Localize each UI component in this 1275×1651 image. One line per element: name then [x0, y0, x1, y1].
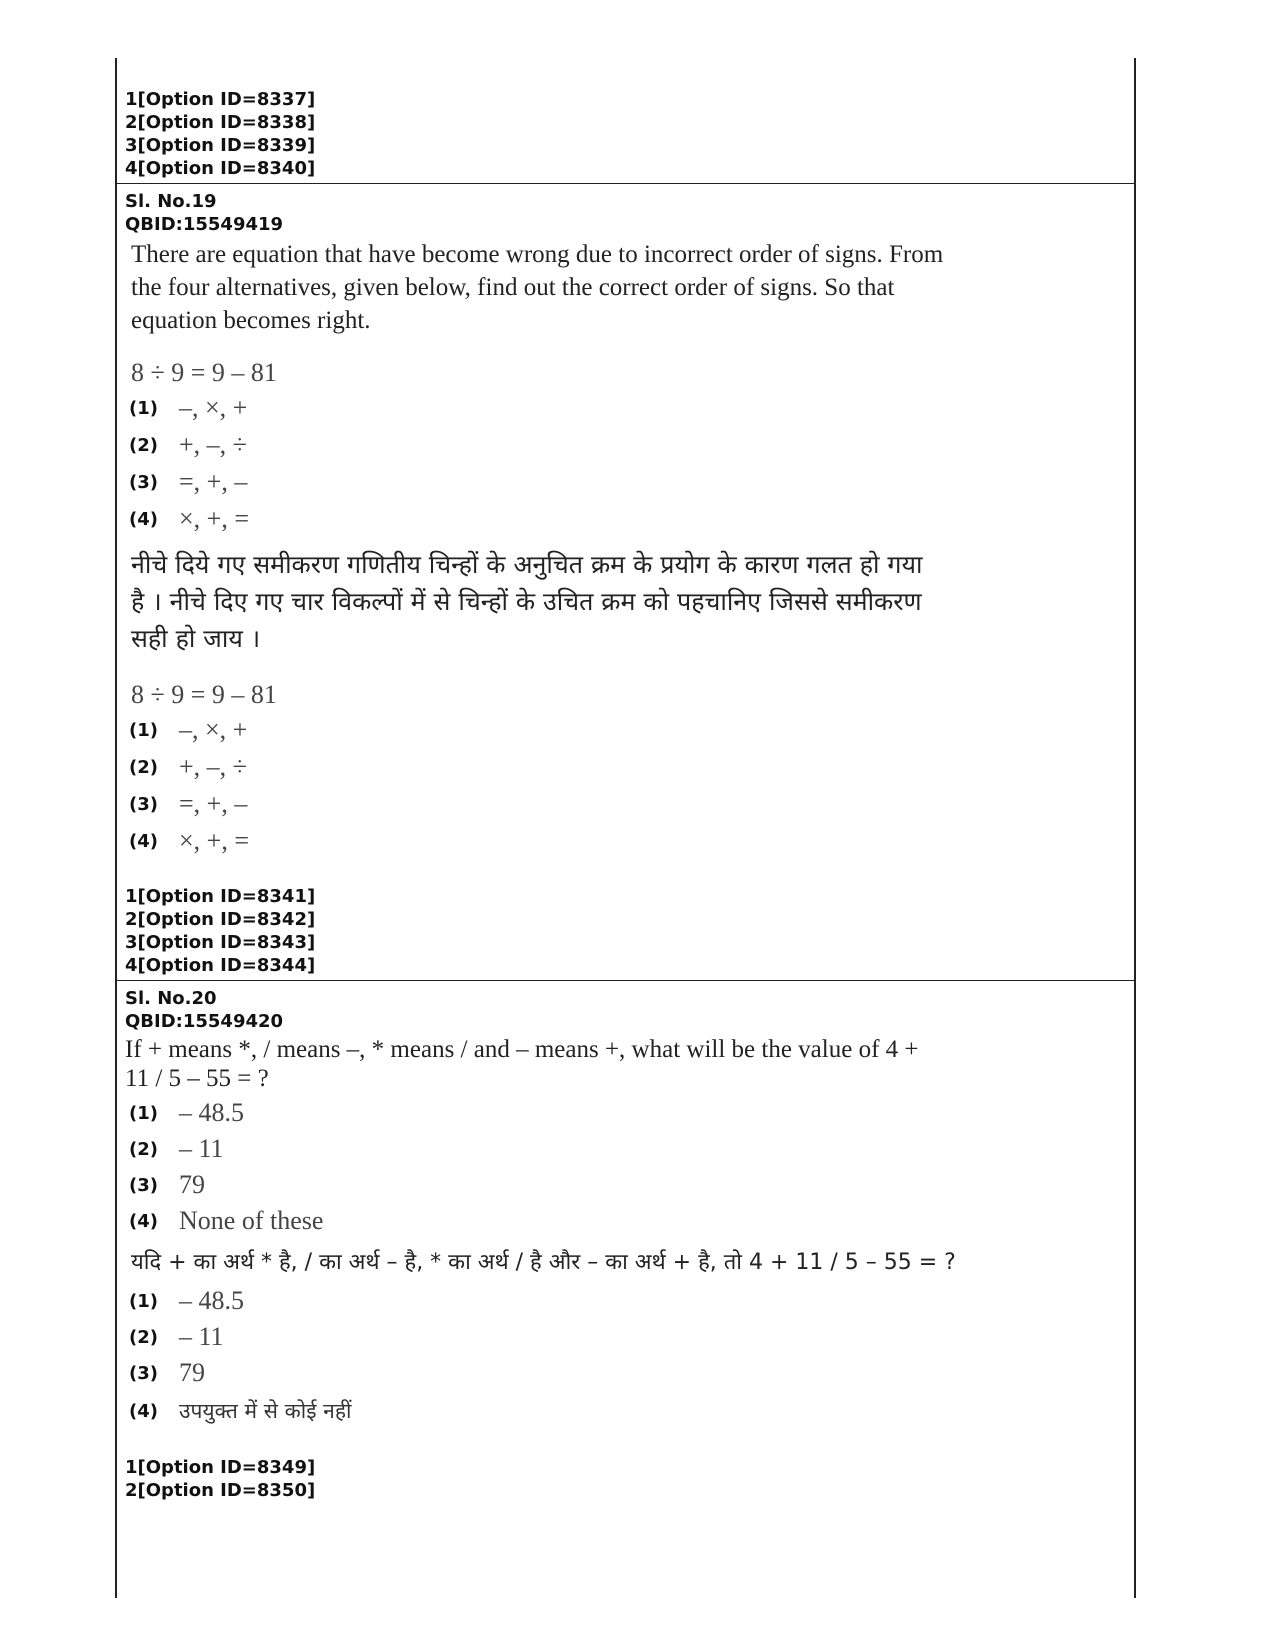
- prev-option-ids: [117, 88, 1134, 180]
- serial-number: Sl. No.19: [125, 191, 217, 212]
- question-20-text-hi: यदि + का अर्थ * है, / का अर्थ – है, * का अर्थ / है और – का अर्थ + है, तो 4 + 11 / 5 – 55 = ?: [131, 1250, 956, 1275]
- option-2: (2) +, –, ÷: [129, 430, 247, 459]
- option-1: (1) – 48.5: [129, 1098, 244, 1127]
- option-id: 2[Option ID=8350]: [125, 1480, 316, 1501]
- option-id: 4[Option ID=8344]: [125, 955, 316, 976]
- question-19-equation: 8 ÷ 9 = 9 – 81: [131, 358, 277, 387]
- question-20-header: [117, 987, 1134, 1033]
- divider: [117, 183, 1134, 184]
- option-id: 1[Option ID=8349]: [125, 1457, 316, 1478]
- option-4-hi: (4) ×, +, =: [129, 826, 249, 855]
- option-2-hi: (2) – 11: [129, 1322, 224, 1351]
- option-3: (3) 79: [129, 1170, 205, 1199]
- question-19-header: [117, 190, 1134, 236]
- option-3-hi: (3) 79: [129, 1358, 205, 1387]
- question-19-text-hi: नीचे दिये गए समीकरण गणितीय चिन्हों के अनुचित क्रम के प्रयोग के कारण गलत हो गया है । नीचे दिए गए चार विकल्पों में से चिन्हों के उचित क्रम को पहचानिए जिससे समीकरण सही हो जाय ।: [131, 550, 923, 653]
- option-1-hi: (1) –, ×, +: [129, 715, 248, 744]
- serial-number: Sl. No.20: [125, 988, 217, 1009]
- question-19-option-ids: [117, 885, 1134, 977]
- option-id: 1[Option ID=8341]: [125, 886, 316, 907]
- option-id: 4[Option ID=8340]: [125, 158, 316, 179]
- question-paper-frame: [115, 58, 1136, 1598]
- option-3: (3) =, +, –: [129, 467, 248, 496]
- option-id: 2[Option ID=8338]: [125, 112, 316, 133]
- option-1-hi: (1) – 48.5: [129, 1286, 244, 1315]
- question-19-equation-hi: 8 ÷ 9 = 9 – 81: [131, 680, 277, 709]
- option-4-hi: (4) उपयुक्त में से कोई नहीं: [129, 1398, 352, 1423]
- option-4: (4) None of these: [129, 1206, 324, 1235]
- option-id: 3[Option ID=8343]: [125, 932, 316, 953]
- question-20-option-ids: [117, 1456, 1134, 1502]
- option-2-hi: (2) +, –, ÷: [129, 752, 247, 781]
- option-3-hi: (3) =, +, –: [129, 789, 248, 818]
- option-4: (4) ×, +, =: [129, 504, 249, 533]
- option-id: 2[Option ID=8342]: [125, 909, 316, 930]
- option-2: (2) – 11: [129, 1134, 224, 1163]
- option-id: 1[Option ID=8337]: [125, 89, 316, 110]
- divider: [117, 980, 1134, 981]
- option-1: (1) –, ×, +: [129, 393, 248, 422]
- qbid: QBID:15549420: [125, 1011, 284, 1032]
- qbid: QBID:15549419: [125, 214, 284, 235]
- question-19-text-en: There are equation that have become wrong due to incorrect order of signs. From the four alternatives, given below, find out the correct order of signs. So that equation becomes right.: [131, 241, 944, 334]
- option-id: 3[Option ID=8339]: [125, 135, 316, 156]
- question-20-text-en: If + means *, / means –, * means / and – means +, what will be the value of 4 + 11 / 5 – 55 = ?: [125, 1036, 919, 1092]
